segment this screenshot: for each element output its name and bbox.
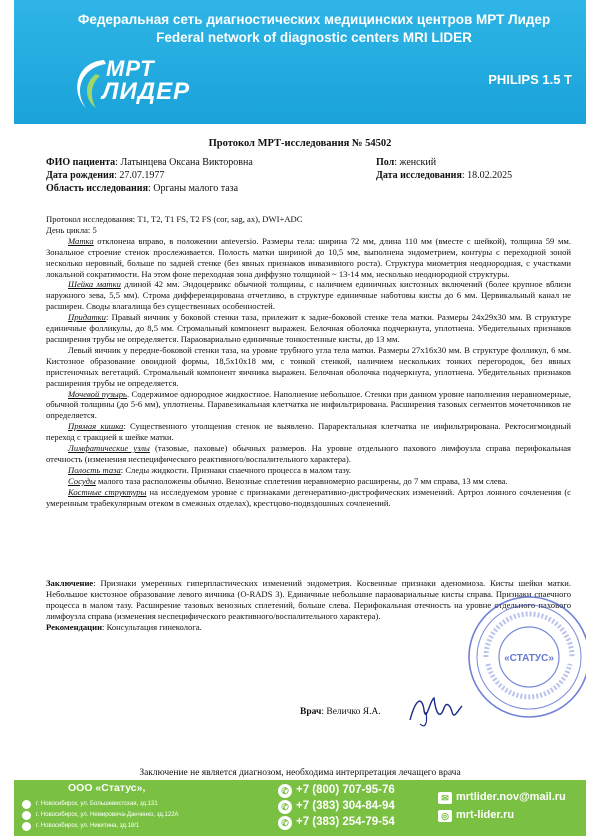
location-pin-icon: [22, 811, 31, 820]
phone-icon: ✆: [278, 800, 292, 814]
vessels-paragraph: Сосуды малого таза расположены обычно. Венозные сплетения неравномерно расширены, до 7 мм справа, 13 мм слева.: [68, 475, 508, 486]
clinic-logo: [66, 52, 216, 112]
address-1: г. Новосибирск, ул. Большевистская, зд.131: [36, 801, 158, 807]
logo-text-mrt: МРТ: [106, 56, 155, 81]
clinic-stamp-icon: [466, 594, 586, 720]
cervix-paragraph: Шейка матки длиной 42 мм. Эндоцервикс обычной толщины, с наличием единичных кистозных включений (более крупное вблизи наружного зева, 5,5 мм). Строма дифференцирована отчетливо, в структуре единичные наботовы кисты до 6 мм. Цервикальный канал не расширен. Своды влагалища без существенных особенностей.: [46, 279, 571, 312]
phone-2[interactable]: +7 (383) 304-84-94: [296, 800, 395, 812]
birth-date: Дата рождения: 27.07.1977: [46, 170, 165, 181]
disclaimer-text: Заключение не является диагнозом, необходима интерпретация лечащего врача: [139, 768, 461, 778]
report-page: [14, 0, 586, 836]
bones-paragraph: Костные структуры на исследуемом уровне с признаками дегенеративно-дистрофических изменений. Артроз лонного сочленения (с умеренным трабекулярным отеком в смежных отделах), крестцово-подвздошных сочленений.: [46, 486, 571, 508]
left-ovary-paragraph: Левый яичник у передне-боковой стенки таза, на уровне трубного угла тела матки. Размеры 27x16x30 мм. В структуре фолликул, 6 мм. Кистозное образование овоидной формы, 18,5x10x18 мм, с тонкой стенкой, наличием нескольких тонких перегородок, без явных пристеночных вегетаций. Стромальный компонент яичника выражен. Белочная оболочка подчеркнута, уплотнена. Убедительных признаков расширения трубы не определяется.: [46, 344, 571, 388]
company-name: ООО «Статус»,: [68, 782, 146, 794]
email-link[interactable]: mrtlider.nov@mail.ru: [456, 791, 566, 803]
address-3: г. Новосибирск, ул. Никитина, зд.18/1: [36, 823, 140, 829]
phone-3[interactable]: +7 (383) 254-79-54: [296, 816, 395, 828]
rectum-paragraph: Прямая кишка: Существенного утолщения стенок не выявлено. Параректальная клетчатка не инфильтрирована. Ректосигмоидный переход с тракцией к шейке матки.: [46, 421, 571, 443]
header-title-ru: Федеральная сеть диагностических медицинских центров МРТ Лидер: [77, 12, 551, 27]
address-2: г. Новосибирск, ул. Немировича-Данченко, зд.122А: [36, 812, 179, 818]
adnexa-paragraph: Придатки: Правый яичник у боковой стенки таза, прилежит к задне-боковой стенке тела матки. Размеры 24x29x30 мм. В структуре единичные фолликулы, до 8,5 мм. Стромальный компонент выражен. Белочная оболочка подчеркнута, уплотнена. Убедительных признаков расширения трубы не определяется. Параовариально единичные тонкостенные кисты, до 13 мм.: [46, 312, 571, 344]
footer-contacts: [434, 780, 586, 836]
stamp-text: «СТАТУС»: [504, 653, 554, 664]
doctor-signature-icon: [406, 690, 466, 730]
globe-icon: ◎: [438, 810, 452, 822]
website-link[interactable]: mrt-lider.ru: [456, 809, 515, 821]
mail-icon: ✉: [438, 792, 452, 804]
uterus-paragraph: Матка отклонена вправо, в положении anteversio. Размеры тела: ширина 72 мм, длина 110 мм (вместе с шейкой), толщина 59 мм. Зональное строение стенок прослеживается. Полость матки шириной до 10,5 мм, выполнена эндометрием, контуры с переходной зоной несколько неровный, больше по задней стенке (без явных признаков инвазивного роста). Структура миометрия неоднородная, с участками локальной сократимости. На этом фоне переходная зона диффузно толщиной ~ 13-14 мм, несколько неоднородной структуры.: [46, 235, 571, 279]
footer-phones: [276, 780, 426, 836]
lymph-paragraph: Лимфатические узлы (тазовые, паховые) обычных размеров. На уровне отдельного пахового лимфоузла справа перифокальная отечность (изменения неспецифического реактивного/воспалительного характера).: [46, 443, 571, 464]
findings-text: [46, 214, 571, 508]
patient-sex: Пол: женский: [376, 157, 437, 168]
footer-company: [14, 780, 224, 836]
cycle-line: День цикла: 5: [46, 224, 97, 235]
protocol-line: Протокол исследования: T1, T2, T1 FS, T2 FS (cor, sag, ax), DWI+ADC: [46, 214, 303, 224]
study-date: Дата исследования: 18.02.2025: [376, 170, 513, 181]
recommendation-paragraph: Рекомендации: Консультация гинеколога.: [46, 621, 202, 632]
doctor-line: Врач: Величко Я.А.: [300, 707, 381, 717]
bladder-paragraph: Мочевой пузырь. Содержимое однородное жидкостное. Наполнение небольшое. Стенки при данном уровне наполнения неравномерные, обычной толщины (до 5-6 мм), уплотнены. Паравезикальная клетчатка не инфильтрирована. Расширения тазовых сегментов мочеточников не определяется.: [46, 388, 571, 421]
logo-text-lider: ЛИДЕР: [102, 78, 191, 105]
study-area: Область исследования: Органы малого таза: [46, 183, 239, 194]
phone-1[interactable]: +7 (800) 707-95-76: [296, 784, 395, 796]
location-pin-icon: [22, 822, 31, 831]
clinic-footer: [14, 780, 586, 836]
location-pin-icon: [22, 800, 31, 809]
phone-icon: ✆: [278, 784, 292, 798]
pelvis-paragraph: Полость таза: Следы жидкости. Признаки спаечного процесса в малом тазу.: [68, 464, 352, 475]
header-title-en: Federal network of diagnostic centers MRI LIDER: [156, 30, 472, 45]
clinic-header: [14, 0, 586, 124]
conclusion-paragraph: Заключение: Признаки умеренных гиперпластических изменений эндометрия. Косвенные признаки аденомиоза. Кисты шейки матки. Небольшое кистозное образование левого яичника (O-RADS 3). Единичные небольшие параовариальные кисты справа. Признаки спаечного процесса в малом тазу. Расширение тазовых венозных сплетений, больше слева. Перифокальная отечность на уровне отдельного пахового лимфоузла справа (изменения неспецифического реактивного/воспалительного характера).: [46, 578, 571, 621]
document-title: Протокол МРТ-исследования № 54502: [208, 138, 392, 149]
scanner-label: PHILIPS 1.5 T: [488, 72, 572, 87]
phone-icon: ✆: [278, 816, 292, 830]
patient-name: ФИО пациента: Латынцева Оксана Викторовна: [46, 157, 253, 168]
